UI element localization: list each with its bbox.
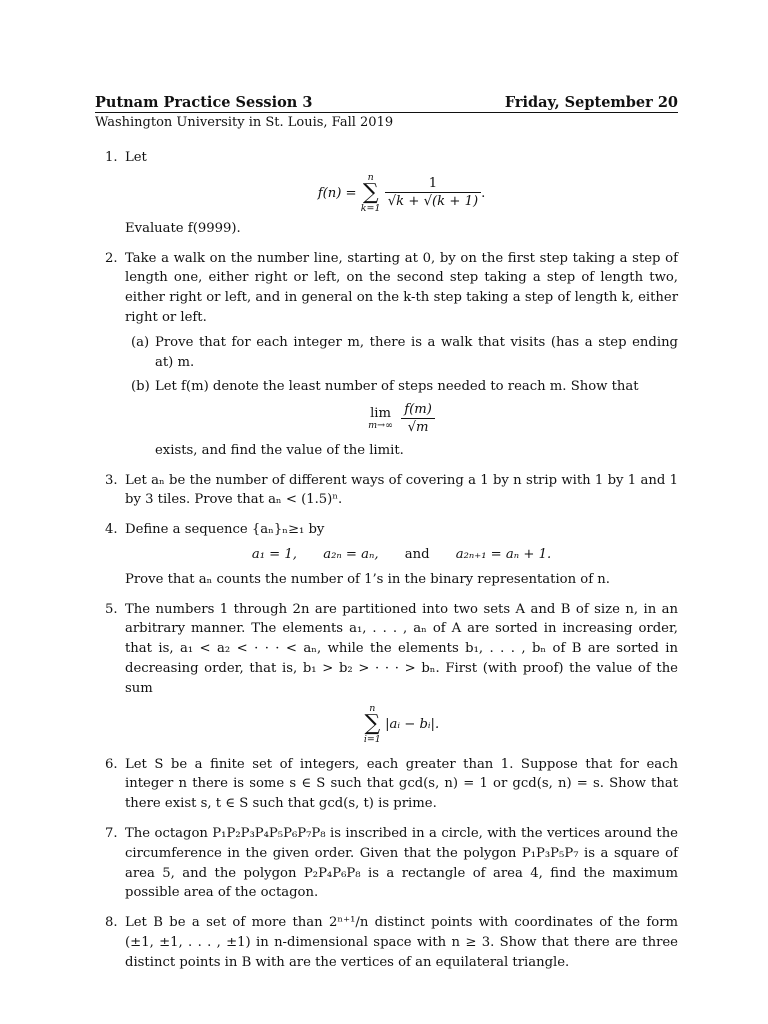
problem-7	[95, 824, 678, 903]
equation-connector: and	[404, 547, 430, 563]
sum-body: |aᵢ − bᵢ|.	[385, 716, 440, 732]
problem-text: Let S be a finite set of integers, each greater than 1. Suppose that for each integer n there is some s ∈ S such that gcd(s, n) = 1 or gcd(s, n) = s. Show that there exist s, t ∈ S such that gcd(s, t) is prime.	[125, 756, 678, 812]
problem-2	[95, 249, 678, 461]
session-date: Friday, September 20	[504, 94, 678, 111]
problem-6	[95, 755, 678, 814]
summation-symbol	[361, 173, 381, 214]
equation-part: a₂ₙ₊₁ = aₙ + 1.	[455, 547, 552, 563]
problem-number: 2.	[105, 250, 118, 266]
problem-8	[95, 913, 678, 972]
problem-number: 3.	[105, 472, 118, 488]
display-equation	[125, 173, 678, 214]
institution: Washington University in St. Louis, Fall 2019	[95, 115, 394, 130]
sigma-icon: ∑	[364, 711, 381, 737]
subproblem-text: Let f(m) denote the least number of steps needed to reach m. Show that	[155, 379, 639, 395]
limit-operator	[368, 407, 393, 431]
problem-5	[95, 600, 678, 745]
problem-text: Take a walk on the number line, starting at 0, by on the first step taking a step of length one, either right or left, on the second step taking a step of length two, either right or left, and in general on the k-th step taking a step of length k, either right or left.	[125, 250, 678, 325]
limit-word: lim	[370, 406, 392, 422]
problem-3	[95, 471, 678, 511]
display-equation	[125, 402, 678, 436]
sigma-icon: ∑	[362, 180, 379, 206]
problem-text: Let B be a set of more than 2ⁿ⁺¹/n distinct points with coordinates of the form (±1, ±1, . . . , ±1) in n-dimensional space with n ≥ 3. Show that there are three distinct points in B with are the vertices of an equilateral triangle.	[125, 915, 678, 970]
fraction-denominator: √m	[401, 418, 435, 436]
problem-1	[95, 148, 678, 239]
problem-text: Evaluate f(9999).	[125, 220, 241, 236]
subproblem-label: (b)	[131, 379, 150, 395]
sum-upper-limit: n	[367, 171, 374, 183]
subproblem-text: Prove that for each integer m, there is a walk that visits (has a step ending at) m.	[155, 334, 678, 370]
subproblem-label: (a)	[131, 334, 150, 350]
problem-text: Define a sequence {aₙ}ₙ≥₁ by	[125, 522, 325, 538]
problem-4	[95, 520, 678, 589]
limit-subscript: m→∞	[368, 419, 393, 431]
subproblem-b	[125, 377, 678, 397]
problem-number: 4.	[105, 522, 118, 538]
display-equation	[125, 704, 678, 745]
subproblem-continuation: exists, and find the value of the limit.	[155, 442, 404, 458]
problem-text-after: Prove that aₙ counts the number of 1’s in the binary representation of n.	[125, 571, 610, 587]
problem-text: The octagon P₁P₂P₃P₄P₅P₆P₇P₈ is inscribed in a circle, with the vertices around the circumference in the given order. Given that the polygon P₁P₃P₅P₇ is a square of area 5, and the polygon P₂P₄P₆P₈ is a rectangle of area 4, find the maximum possible area of the octagon.	[125, 826, 678, 901]
session-title: Putnam Practice Session 3	[95, 94, 313, 111]
display-equation	[125, 545, 678, 565]
problem-text: Let aₙ be the number of different ways of covering a 1 by n strip with 1 by 1 and 1 by 3 tiles. Prove that aₙ < (1.5)ⁿ.	[125, 472, 678, 508]
problem-number: 1.	[105, 150, 118, 165]
equation-lhs: f(n) =	[317, 185, 357, 201]
equation-part: a₁ = 1,	[251, 547, 297, 563]
problem-intro: Let	[125, 150, 147, 165]
subproblem-a	[125, 333, 678, 373]
problem-text: The numbers 1 through 2n are partitioned into two sets A and B of size n, in an arbitrary manner. The elements a₁, . . . , aₙ of A are sorted in increasing order, that is, a₁ < a₂ < · · · < aₙ, while the elements b₁, . . . , bₙ of B are sorted in decreasing order, that is, b₁ > b₂ > · · · > bₙ. First (with proof) the value of the sum	[125, 601, 678, 696]
fraction-numerator: f(m)	[404, 402, 432, 418]
fraction-denominator: √k + √(k + 1)	[385, 192, 481, 210]
sum-upper-limit: n	[369, 702, 376, 714]
problem-number: 5.	[105, 601, 118, 617]
problem-list	[95, 148, 678, 983]
equation-end: .	[481, 185, 486, 201]
problem-number: 6.	[105, 756, 118, 772]
header	[95, 92, 678, 114]
equation-part: a₂ₙ = aₙ,	[323, 547, 379, 563]
sum-lower-limit: k=1	[360, 203, 381, 215]
fraction	[385, 176, 481, 210]
sum-lower-limit: i=1	[363, 734, 381, 746]
fraction-numerator: 1	[428, 176, 438, 192]
problem-number: 8.	[105, 915, 118, 931]
fraction	[401, 402, 435, 436]
summation-symbol	[364, 704, 381, 745]
problem-number: 7.	[105, 826, 118, 842]
